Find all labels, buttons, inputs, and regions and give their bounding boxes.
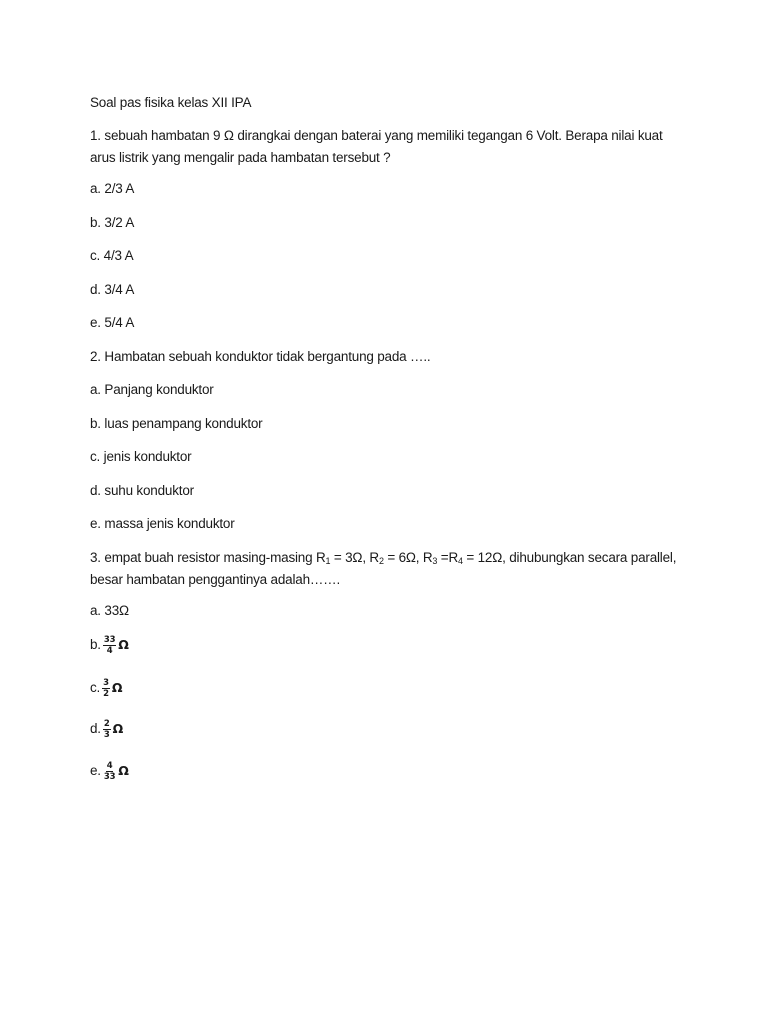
question-3-option-e [90,760,129,782]
question-3-option-c [90,677,122,699]
subscript-3: 3 [432,556,438,566]
ohm-unit: Ω [112,721,124,736]
question-2-option-c: c. jenis konduktor [90,449,192,464]
question-1-option-a: a. 2/3 A [90,181,135,196]
question-3-lead: 3. empat buah resistor masing-masing R [90,550,326,565]
question-2-option-b: b. luas penampang konduktor [90,416,263,431]
ohm-unit: Ω [118,637,129,652]
option-letter: d. [90,721,101,736]
fraction [103,761,116,782]
question-2-option-a: a. Panjang konduktor [90,382,214,397]
question-2-option-d: d. suhu konduktor [90,483,194,498]
fraction-denominator: 33 [103,771,116,782]
question-3-text [90,547,680,591]
option-letter: c. [90,680,101,695]
ohm-unit: Ω [111,680,123,695]
document-title: Soal pas fisika kelas XII IPA [90,95,252,110]
fraction-numerator: 33 [103,634,116,645]
question-3-part-1: = 3Ω, R [330,550,379,565]
ohm-unit: Ω [118,763,129,778]
question-3-part-3: =R [437,550,459,565]
fraction-denominator: 4 [106,645,113,656]
question-1-option-b: b. 3/2 A [90,215,135,230]
question-3-option-a: a. 33Ω [90,603,129,618]
subscript-2: 2 [378,556,384,566]
fraction [103,635,116,656]
question-3-part-4: = 12Ω, dihubungkan secara parallel, besar hambatan penggantinya adalah……. [90,550,677,587]
question-3-option-b [90,634,129,656]
fraction-numerator: 4 [106,760,113,771]
question-1-text: 1. sebuah hambatan 9 Ω dirangkai dengan baterai yang memiliki tegangan 6 Volt. Berapa nilai kuat arus listrik yang mengalir pada hambatan tersebut ? [90,128,663,165]
fraction-numerator: 2 [103,718,110,729]
question-1-option-c: c. 4/3 A [90,248,134,263]
subscript-1: 1 [325,556,331,566]
fraction-denominator: 2 [103,688,109,699]
option-letter: b. [90,637,101,652]
fraction-numerator: 3 [103,677,109,688]
fraction-denominator: 3 [103,729,110,740]
option-letter: e. [90,763,101,778]
question-1-option-e: e. 5/4 A [90,315,135,330]
question-3-option-d [90,718,123,740]
subscript-4: 4 [458,556,463,566]
fraction [102,678,110,699]
question-3-part-2: = 6Ω, R [383,550,433,565]
question-1-option-d: d. 3/4 A [90,282,135,297]
question-2-option-e: e. massa jenis konduktor [90,516,235,531]
question-2-text: 2. Hambatan sebuah konduktor tidak bergantung pada ….. [90,349,431,364]
fraction [103,719,111,740]
